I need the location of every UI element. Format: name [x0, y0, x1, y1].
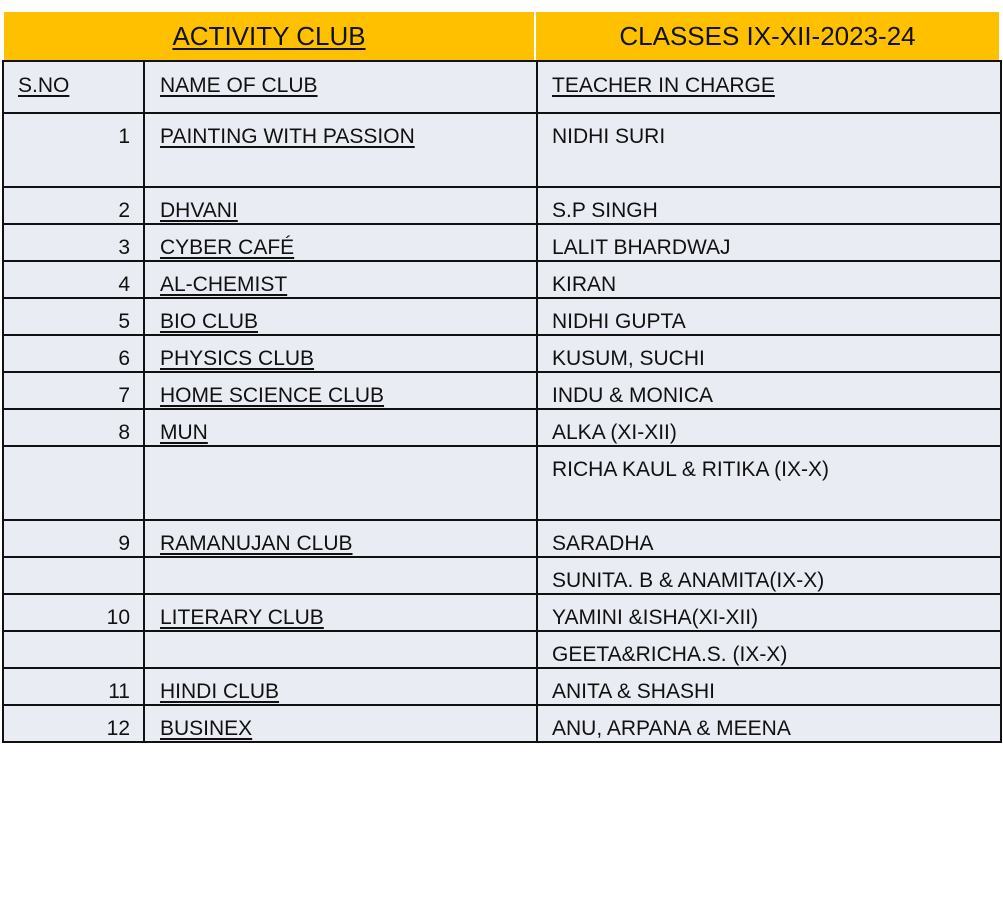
club-name-cell [144, 594, 537, 631]
sno-cell: 9 [3, 520, 144, 557]
club-name-cell [144, 261, 537, 298]
table-row [3, 520, 1001, 557]
sno-cell: 4 [3, 261, 144, 298]
table-row [3, 594, 1001, 631]
table-row [3, 372, 1001, 409]
table-row [3, 409, 1001, 446]
table-row [3, 446, 1001, 520]
club-name: PHYSICS CLUB [160, 347, 315, 370]
table-row [3, 261, 1001, 298]
teacher-in-charge-cell: LALIT BHARDWAJ [537, 224, 1001, 261]
header-teacher-in-charge: TEACHER IN CHARGE [552, 74, 775, 97]
club-name-cell [144, 187, 537, 224]
sno-cell: 7 [3, 372, 144, 409]
club-name: MUN [160, 421, 208, 444]
teacher-in-charge-cell: NIDHI GUPTA [537, 298, 1001, 335]
header-club-cell [144, 61, 537, 113]
sno-cell: 8 [3, 409, 144, 446]
teacher-in-charge-cell: KUSUM, SUCHI [537, 335, 1001, 372]
header-sno: S.NO [18, 74, 70, 97]
teacher-in-charge-cell: YAMINI &ISHA(XI-XII) [537, 594, 1001, 631]
club-name-cell [144, 520, 537, 557]
sno-cell: 3 [3, 224, 144, 261]
title-row [4, 12, 999, 60]
club-name-cell [144, 298, 537, 335]
club-name: LITERARY CLUB [160, 606, 324, 629]
club-name: HINDI CLUB [160, 680, 280, 703]
table-row [3, 705, 1001, 742]
table-row [3, 113, 1001, 187]
teacher-in-charge-cell: NIDHI SURI [537, 113, 1001, 187]
club-name-cell [144, 409, 537, 446]
title-activity-club: ACTIVITY CLUB [4, 12, 536, 60]
table-row [3, 631, 1001, 668]
club-name-cell [144, 557, 537, 594]
club-name: HOME SCIENCE CLUB [160, 384, 385, 407]
club-name-cell [144, 668, 537, 705]
teacher-in-charge-cell: SARADHA [537, 520, 1001, 557]
club-name-cell [144, 631, 537, 668]
club-name: PAINTING WITH PASSION [160, 125, 415, 148]
title-classes: CLASSES IX-XII-2023-24 [536, 12, 999, 60]
club-table [2, 60, 1002, 743]
club-name-cell [144, 224, 537, 261]
sno-cell [3, 557, 144, 594]
table-row [3, 335, 1001, 372]
club-name: AL-CHEMIST [160, 273, 288, 296]
sno-cell: 12 [3, 705, 144, 742]
club-name-cell [144, 113, 537, 187]
sno-cell [3, 446, 144, 520]
teacher-in-charge-cell: ALKA (XI-XII) [537, 409, 1001, 446]
sno-cell: 2 [3, 187, 144, 224]
header-sno-cell [3, 61, 144, 113]
table-header-row [3, 61, 1001, 113]
sno-cell: 1 [3, 113, 144, 187]
club-name: RAMANUJAN CLUB [160, 532, 353, 555]
teacher-in-charge-cell: KIRAN [537, 261, 1001, 298]
club-name: BIO CLUB [160, 310, 259, 333]
table-row [3, 187, 1001, 224]
club-name: CYBER CAFÉ [160, 236, 295, 259]
teacher-in-charge-cell: ANITA & SHASHI [537, 668, 1001, 705]
club-name-cell [144, 705, 537, 742]
header-teacher-cell [537, 61, 1001, 113]
club-name-cell [144, 446, 537, 520]
table-row [3, 298, 1001, 335]
teacher-in-charge-cell: GEETA&RICHA.S. (IX-X) [537, 631, 1001, 668]
sno-cell: 6 [3, 335, 144, 372]
header-club-name: NAME OF CLUB [160, 74, 318, 97]
table-row [3, 668, 1001, 705]
teacher-in-charge-cell: RICHA KAUL & RITIKA (IX-X) [537, 446, 1001, 520]
club-name: DHVANI [160, 199, 238, 222]
sno-cell [3, 631, 144, 668]
teacher-in-charge-cell: INDU & MONICA [537, 372, 1001, 409]
table-row [3, 557, 1001, 594]
club-name: BUSINEX [160, 717, 253, 740]
teacher-in-charge-cell: ANU, ARPANA & MEENA [537, 705, 1001, 742]
teacher-in-charge-cell: S.P SINGH [537, 187, 1001, 224]
table-row [3, 224, 1001, 261]
club-name-cell [144, 335, 537, 372]
sno-cell: 10 [3, 594, 144, 631]
sno-cell: 5 [3, 298, 144, 335]
club-name-cell [144, 372, 537, 409]
sno-cell: 11 [3, 668, 144, 705]
teacher-in-charge-cell: SUNITA. B & ANAMITA(IX-X) [537, 557, 1001, 594]
